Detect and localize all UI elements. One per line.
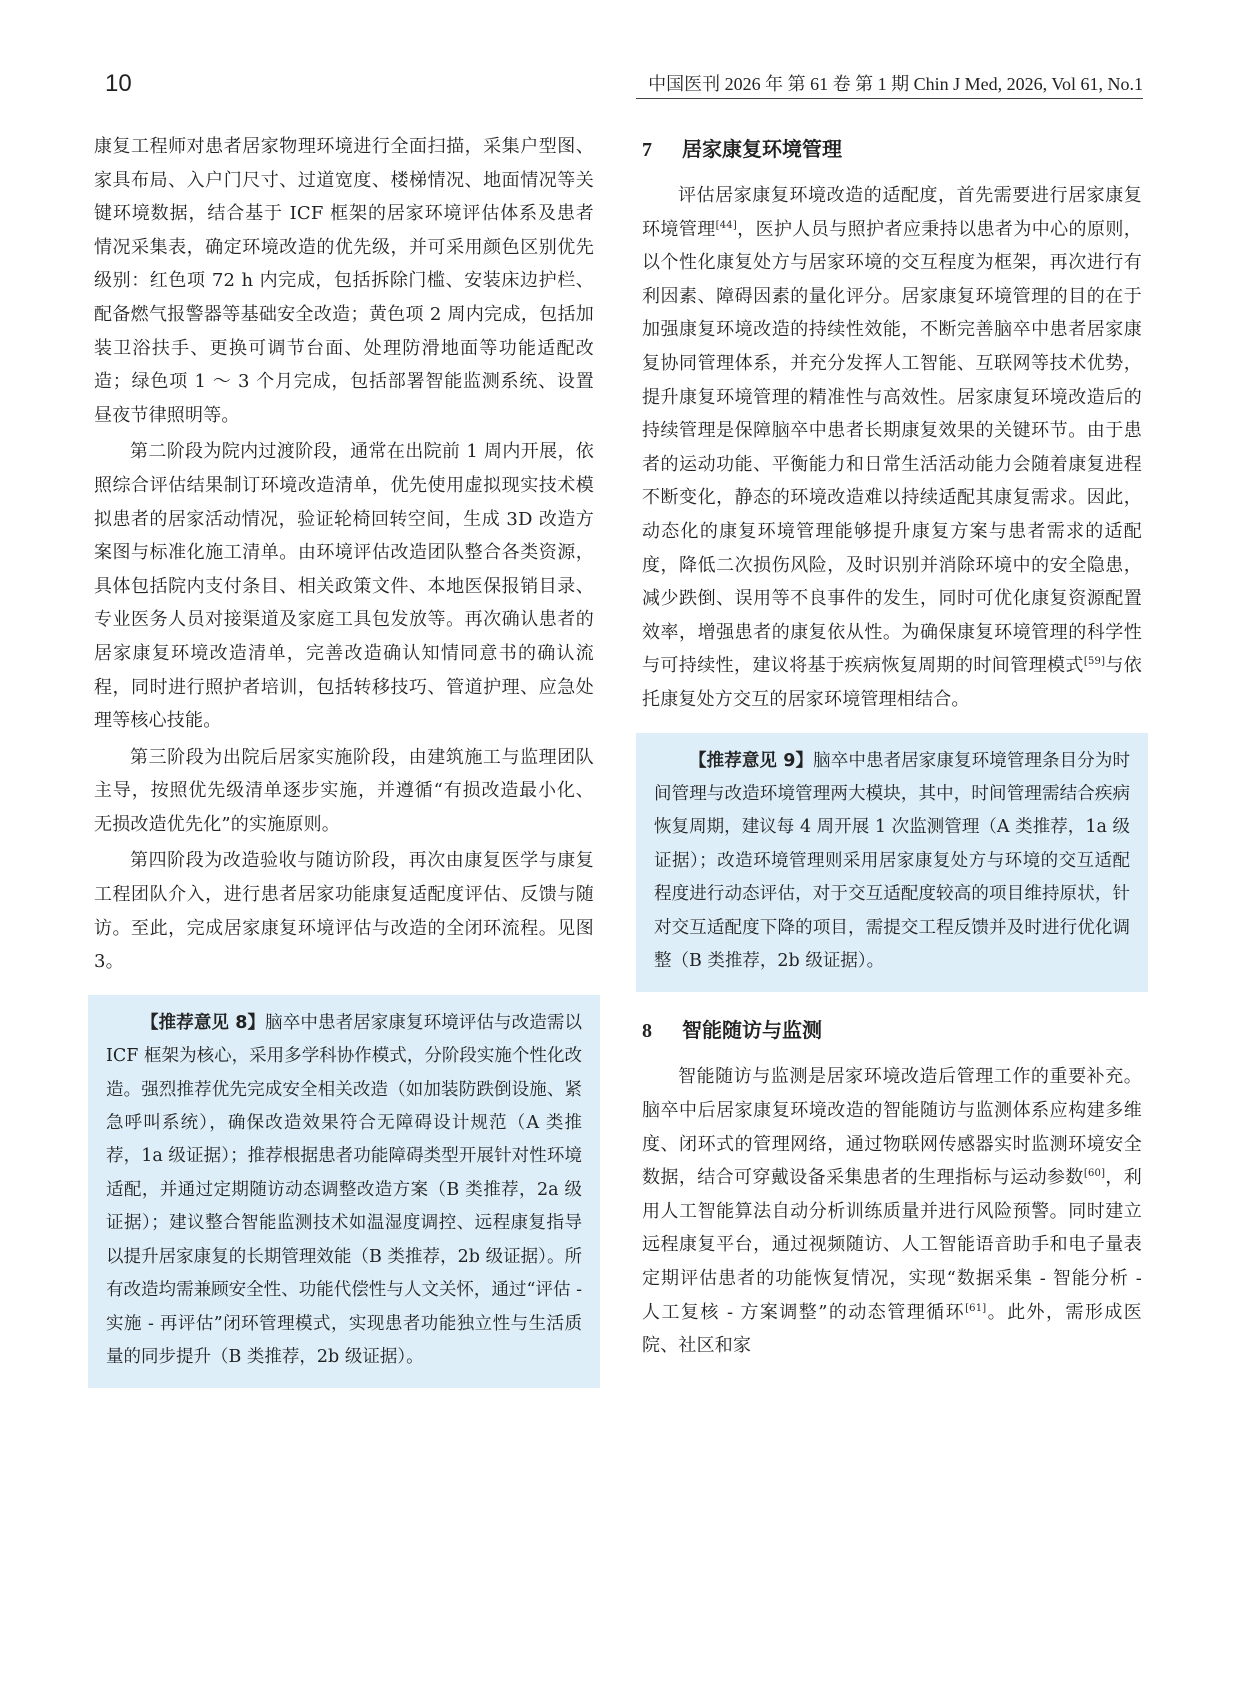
running-header: 中国医刊 2026 年 第 61 卷 第 1 期 Chin J Med, 2026, Vol 61, No.1 bbox=[648, 74, 1143, 94]
section-number: 7 bbox=[642, 139, 652, 161]
text-run: 与依托康复处方交互的居家环境管理相结合。 bbox=[642, 655, 1142, 710]
section-heading-8 bbox=[642, 1014, 1142, 1048]
text-run: 。此外，需形成医院、社区和家 bbox=[642, 1301, 1142, 1357]
body-paragraph: 第二阶段为院内过渡阶段，通常在出院前 1 周内开展，依照综合评估结果制订环境改造清单，优先使用虚拟现实技术模拟患者的居家活动情况，验证轮椅回转空间，生成 3D 改造方案图与标准化施工清单。由环境评估改造团队整合各类资源，具体包括院内支付条目、相关政策文件、本地医保报销目录、专业医务人员对接渠道及家庭工具包发放等。再次确认患者的居家康复环境改造清单，完善改造确认知情同意书的确认流程，同时进行照护者培训，包括转移技巧、管道护理、应急处理等核心技能。 bbox=[94, 441, 594, 732]
right-column bbox=[642, 130, 1142, 1366]
recommendation-box-8 bbox=[88, 995, 600, 1388]
citation: [59] bbox=[1083, 656, 1106, 668]
recommendation-box-9 bbox=[636, 733, 1148, 993]
section-number: 8 bbox=[642, 1020, 652, 1043]
recommendation-text bbox=[654, 745, 1130, 979]
citation: [44] bbox=[715, 219, 737, 231]
section-title: 智能随访与监测 bbox=[682, 1018, 822, 1043]
recommendation-label: 【推荐意见 9】 bbox=[689, 750, 814, 771]
body-paragraph: 康复工程师对患者居家物理环境进行全面扫描，采集户型图、家具布局、入户门尺寸、过道宽度、楼梯情况、地面情况等关键环境数据，结合基于 ICF 框架的居家环境评估体系及患者情况采集表，确定环境改造的优先级，并可采用颜色区别优先级别：红色项 72 h 内完成，包括拆除门槛、安装床边护栏、配备燃气报警器等基础安全改造；黄色项 2 周内完成，包括加装卫浴扶手、更换可调节台面、处理防滑地面等功能适配改造；绿色项 1 ～ 3 个月完成，包括部署智能监测系统、设置昼夜节律照明等。 bbox=[94, 136, 594, 426]
recommendation-text bbox=[106, 1007, 582, 1374]
section-title: 居家康复环境管理 bbox=[682, 137, 842, 161]
citation: [60] bbox=[1083, 1168, 1106, 1180]
text-run: ，医护人员与照护者应秉持以患者为中心的原则，以个性化康复处方与居家环境的交互程度为框架，再次进行有利因素、障碍因素的量化评分。居家康复环境管理的目的在于加强康复环境改造的持续性效能，不断完善脑卒中患者居家康复协同管理体系，并充分发挥人工智能、互联网等技术优势，提升康复环境管理的精准性与高效性。居家康复环境改造后的持续管理是保障脑卒中患者长期康复效果的关键环节。由于患者的运动功能、平衡能力和日常生活活动能力会随着康复进程不断变化，静态的环境改造难以持续适配其康复需求。因此，动态化的康复环境管理能够提升康复方案与患者需求的适配度，降低二次损伤风险，及时识别并消除环境中的安全隐患，减少跌倒、误用等不良事件的发生，同时可优化康复资源配置效率，增强患者的康复依从性。为确保康复环境管理的科学性与可持续性，建议将基于疾病恢复周期的时间管理模式 bbox=[642, 218, 1142, 677]
body-paragraph bbox=[642, 179, 1142, 717]
page-number: 10 bbox=[105, 70, 132, 97]
text-run: 评估居家康复环境改造的适配度，首先需要进行居家康复环境管理 bbox=[642, 185, 1142, 240]
section-heading-7 bbox=[642, 133, 1142, 167]
recommendation-label: 【推荐意见 8】 bbox=[141, 1012, 266, 1033]
recommendation-body: 脑卒中患者居家康复环境管理条目分为时间管理与改造环境管理两大模块，其中，时间管理需结合疾病恢复周期，建议每 4 周开展 1 次监测管理（A 类推荐，1a 级证据）；改造环境管理则采用居家康复处方与环境的交互适配程度进行动态评估，对于交互适配度较高的项目维持原状，针对交互适配度下降的项目，需提交工程反馈并及时进行优化调整（B 类推荐，2b 级证据）。 bbox=[654, 750, 1130, 971]
body-paragraph: 第三阶段为出院后居家实施阶段，由建筑施工与监理团队主导，按照优先级清单逐步实施，并遵循“有损改造最小化、无损改造优先化”的实施原则。 bbox=[94, 746, 594, 835]
recommendation-body: 脑卒中患者居家康复环境评估与改造需以 ICF 框架为核心，采用多学科协作模式，分阶段实施个性化改造。强烈推荐优先完成安全相关改造（如加装防跌倒设施、紧急呼叫系统），确保改造效果符合无障碍设计规范（A 类推荐，1a 级证据）；推荐根据患者功能障碍类型开展针对性环境适配，并通过定期随访动态调整改造方案（B 类推荐，2a 级证据）；建议整合智能监测技术如温湿度调控、远程康复指导以提升居家康复的长期管理效能（B 类推荐，2b 级证据）。所有改造均需兼顾安全性、功能代偿性与人文关怀，通过“评估 - 实施 - 再评估”闭环管理模式，实现患者功能独立性与生活质量的同步提升（B 类推荐，2b 级证据）。 bbox=[106, 1012, 582, 1367]
text-run: ，利用人工智能算法自动分析训练质量并进行风险预警。同时建立远程康复平台，通过视频随访、人工智能语音助手和电子量表定期评估患者的功能恢复情况，实现“数据采集 - 智能分析 - 人工复核 - 方案调整”的动态管理循环 bbox=[642, 1167, 1142, 1323]
left-column bbox=[94, 130, 594, 1410]
body-paragraph bbox=[642, 1060, 1142, 1362]
body-paragraph: 第四阶段为改造验收与随访阶段，再次由康复医学与康复工程团队介入，进行患者居家功能康复适配度评估、反馈与随访。至此，完成居家康复环境评估与改造的全闭环流程。见图 3。 bbox=[94, 850, 594, 973]
header-rule bbox=[636, 98, 1143, 99]
text-run: 智能随访与监测是居家环境改造后管理工作的重要补充。脑卒中后居家康复环境改造的智能随访与监测体系应构建多维度、闭环式的管理网络，通过物联网传感器实时监测环境安全数据，结合可穿戴设备采集患者的生理指标与运动参数 bbox=[642, 1066, 1142, 1189]
citation: [61] bbox=[965, 1302, 987, 1314]
